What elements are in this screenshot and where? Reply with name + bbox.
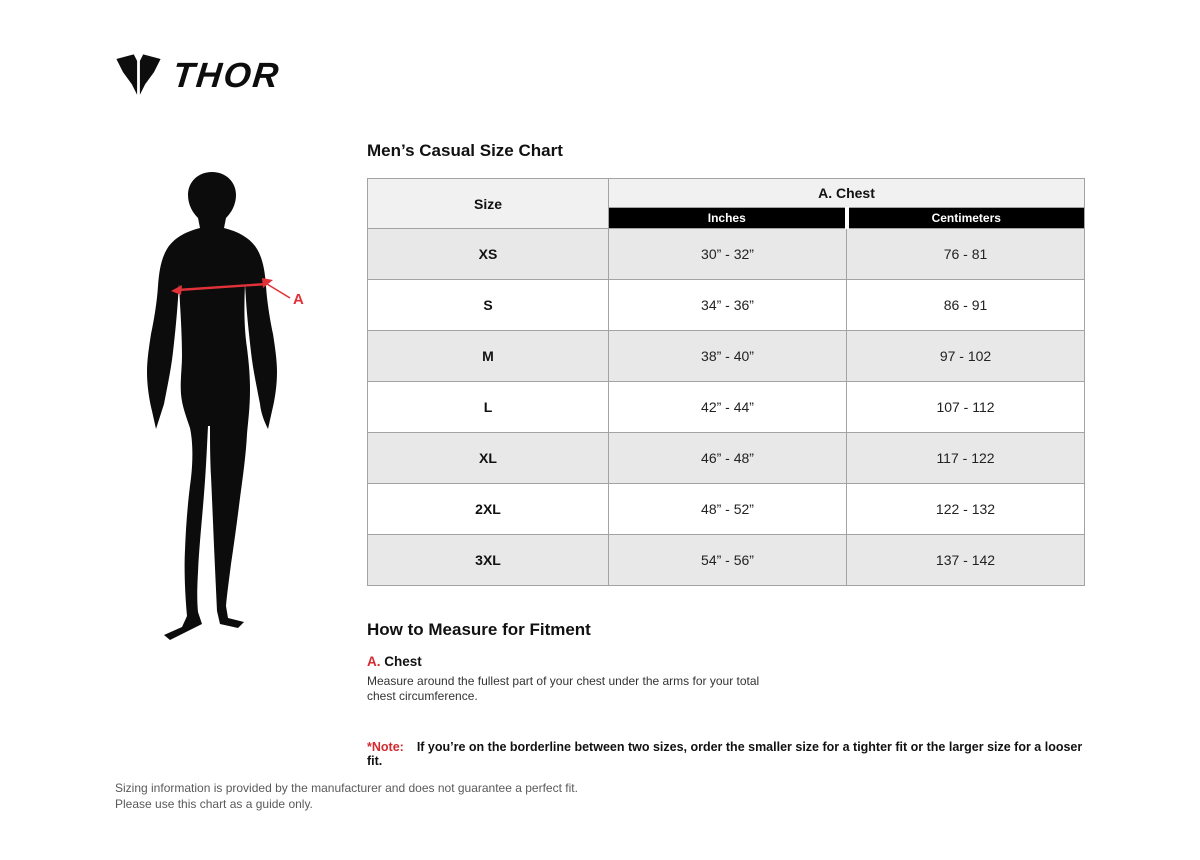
- disclaimer-line-1: Sizing information is provided by the manufacturer and does not guarantee a perfect fit.: [115, 781, 578, 795]
- centimeters-cell: 107 - 112: [847, 382, 1085, 433]
- centimeters-cell: 86 - 91: [847, 280, 1085, 331]
- male-silhouette-graphic: [147, 172, 277, 640]
- table-row: [368, 535, 1085, 586]
- centimeters-cell: 117 - 122: [847, 433, 1085, 484]
- measure-item-key: A.: [367, 654, 381, 669]
- note-label: *Note:: [367, 740, 404, 754]
- disclaimer-line-2: Please use this chart as a guide only.: [115, 796, 313, 811]
- size-guide-content: [367, 140, 1085, 781]
- size-cell: XS: [368, 229, 609, 280]
- size-chart-title: Men’s Casual Size Chart: [367, 141, 563, 160]
- measure-heading: How to Measure for Fitment: [367, 620, 591, 639]
- chest-measure-label: A: [293, 291, 304, 308]
- size-cell: S: [368, 280, 609, 331]
- inches-cell: 30” - 32”: [609, 229, 847, 280]
- inches-cell: 46” - 48”: [609, 433, 847, 484]
- male-silhouette-figure: [140, 170, 310, 650]
- size-cell: 3XL: [368, 535, 609, 586]
- inches-cell: 38” - 40”: [609, 331, 847, 382]
- col-header-size: Size: [368, 179, 609, 229]
- table-row: [368, 331, 1085, 382]
- col-header-inches: Inches: [609, 208, 847, 229]
- thor-horns-icon: [115, 52, 162, 98]
- brand-name: THOR: [170, 55, 283, 95]
- inches-cell: 54” - 56”: [609, 535, 847, 586]
- size-chart-table: [367, 178, 1085, 586]
- measure-item-chest: [367, 654, 1085, 704]
- measure-item-label: Chest: [384, 654, 422, 669]
- size-cell: 2XL: [368, 484, 609, 535]
- inches-cell: 34” - 36”: [609, 280, 847, 331]
- table-row: [368, 280, 1085, 331]
- table-row: [368, 382, 1085, 433]
- size-cell: L: [368, 382, 609, 433]
- col-header-centimeters: Centimeters: [847, 208, 1085, 229]
- centimeters-cell: 122 - 132: [847, 484, 1085, 535]
- disclaimer: [115, 781, 578, 812]
- table-row: [368, 433, 1085, 484]
- table-row: [368, 484, 1085, 535]
- inches-cell: 42” - 44”: [609, 382, 847, 433]
- measure-item-description: Measure around the fullest part of your chest under the arms for your total chest circumference.: [367, 674, 760, 703]
- sizing-note: [367, 740, 1085, 768]
- table-row: [368, 229, 1085, 280]
- inches-cell: 48” - 52”: [609, 484, 847, 535]
- note-text: If you’re on the borderline between two sizes, order the smaller size for a tighter fit or the larger size for a looser fit.: [367, 740, 1083, 768]
- col-header-chest: A. Chest: [609, 179, 1085, 208]
- brand-logo: [115, 52, 283, 98]
- centimeters-cell: 97 - 102: [847, 331, 1085, 382]
- size-cell: M: [368, 331, 609, 382]
- size-cell: XL: [368, 433, 609, 484]
- centimeters-cell: 137 - 142: [847, 535, 1085, 586]
- centimeters-cell: 76 - 81: [847, 229, 1085, 280]
